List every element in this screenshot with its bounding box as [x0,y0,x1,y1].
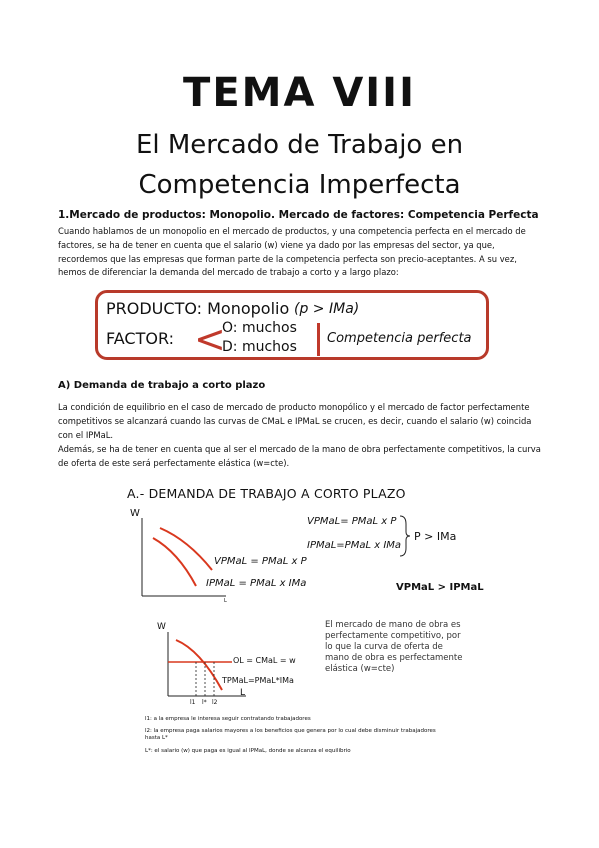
graph2-w-label: W [157,622,166,632]
price-condition: P > IMa [414,530,457,543]
factor-label: FACTOR: [106,329,174,348]
demanda-label: D: muchos [222,339,297,355]
section1-paragraph: Cuando hablamos de un monopolio en el mercado de productos, y una competencia perfecta en el mercado de factores, se ha de tener en cuenta que el salario (w) viene ya dado por las empresas del sector, ya que, recordemos que las empresas que forman parte de la competencia perfecta son precio-aceptantes. A su vez, hemos de diferenciar la demanda del mercado de trabajo a corto y a largo plazo: [58,226,526,278]
producto-label: PRODUCTO: Monopolio [106,299,290,318]
competencia-label: Competencia perfecta [327,331,472,346]
graph1-w-label: W [130,508,140,519]
bracket-symbol: < [194,317,226,361]
oferta-label: O: muchos [222,320,297,336]
page-title: TEMA VIII [183,70,416,116]
sectionA-paragraph1: La condición de equilibrio en el caso de mercado de producto monopólico y el mercado de factor perfectamente competitivos se alcanzará cuando las curvas de CMaL e IPMaL se crucen, es decir, cuando el salario (w) coincida con el IPMaL. [58,402,532,440]
demand-label: TPMaL=PMaL*IMa [222,676,294,685]
formula-brace [400,516,410,556]
result-condition: VPMaL > IPMaL [396,582,484,593]
note-l1: l1: a la empresa le interesa seguir contratando trabajadores [145,716,311,722]
page-subtitle-line2: Competencia Imperfecta [138,170,461,200]
figure-explanation: El mercado de mano de obra es perfectamente competitivo, por lo que la curva de oferta de mano de obra es perfectamente elástica (w=cte) [325,620,463,674]
note-lstar: L*: el salario (w) que paga es igual al IPMaL, donde se alcanza el equilibrio [145,748,351,754]
tick-l1: l1 [190,699,196,706]
ipmal-curve [153,538,196,586]
page-subtitle-line1: El Mercado de Trabajo en [135,130,464,160]
graph1-curve2-label: IPMaL = PMaL x IMa [206,578,307,589]
graph2-l-label: L [240,688,246,698]
section1-heading: 1.Mercado de productos: Monopolio. Mercado de factores: Competencia Perfecta [58,209,539,221]
figure-title: A.- DEMANDA DE TRABAJO A CORTO PLAZO [127,486,406,501]
tick-lstar: l* [202,699,207,706]
sectionA-paragraph2: Además, se ha de tener en cuenta que al ser el mercado de la mano de obra perfectamente competitivos, la curva de oferta de este será perfectamente elástica (w=cte). [58,444,541,468]
graph1-l-label: L [224,598,227,604]
producto-formula: (p > IMa) [294,301,360,317]
supply-label: OL = CMaL = w [233,656,296,665]
sectionA-heading: A) Demanda de trabajo a corto plazo [58,380,266,391]
tick-l2: l2 [212,699,218,706]
note-l2: l2: la empresa paga salarios mayores a los beneficios que genera por lo cual debe disminuir trabajadores hasta L* [145,728,436,741]
vpmal-formula: VPMaL= PMaL x P [307,516,397,527]
demand-curve [176,640,222,690]
graph1-curve1-label: VPMaL = PMaL x P [214,556,307,567]
ipmal-formula: IPMaL=PMaL x IMa [307,540,402,551]
